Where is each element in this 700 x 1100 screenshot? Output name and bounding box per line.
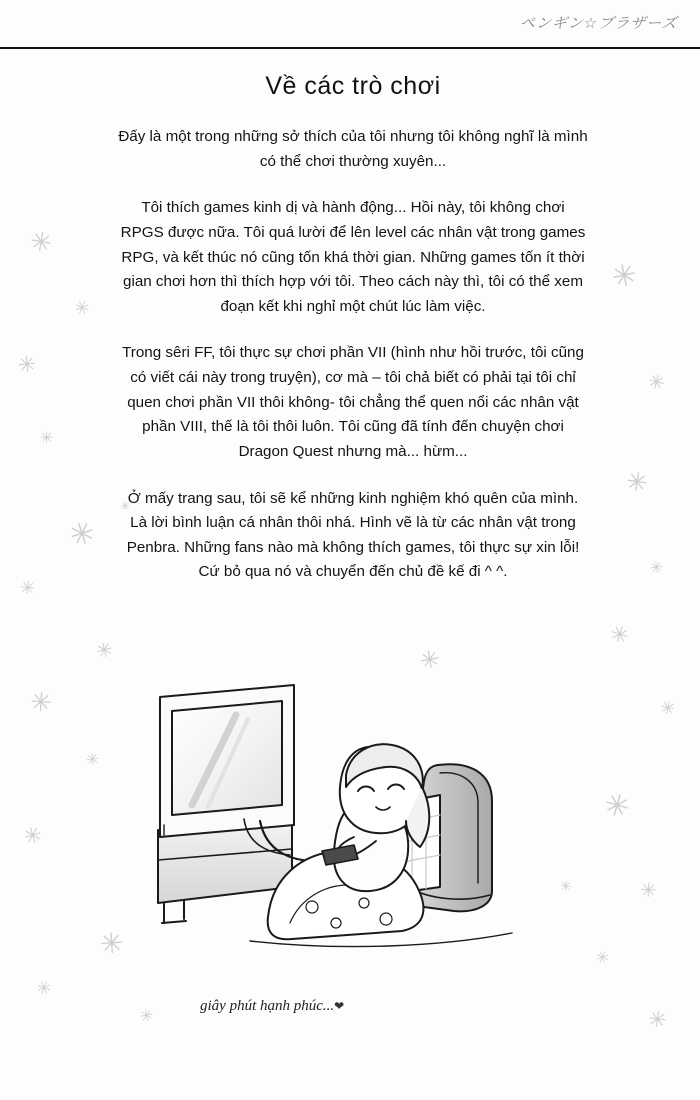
illustration-caption (200, 998, 500, 1015)
sparkle-icon: ✳ (93, 636, 116, 664)
page-top-border (0, 47, 700, 49)
sparkle-icon: ✳ (645, 368, 668, 396)
sparkle-icon: ✳ (84, 749, 101, 770)
sparkle-icon: ✳ (606, 620, 633, 651)
page-title: Về các trò chơi (265, 72, 441, 100)
paragraph-3: Trong sêri FF, tôi thực sự chơi phần VII (hình như hồi trước, tôi cũng có viết cái này trong truyện), cơ mà – tôi chả biết có phải tại tôi chỉ quen chơi phần VII thôi không- tôi chẳng thể quen nổi các nhân vật phần VIII, thế là tôi thôi luôn. Tôi cũng đã tính đến chuyện chơi Dragon Quest nhưng mà... hừm... (122, 344, 584, 460)
sparkle-icon: ✳ (646, 1006, 669, 1035)
sparkle-icon: ✳ (98, 926, 125, 961)
sparkle-icon: ✳ (28, 687, 53, 719)
caption-text: giây phút hạnh phúc... (200, 998, 335, 1014)
sparkle-icon: ✳ (648, 557, 665, 578)
sparkle-icon: ✳ (624, 466, 650, 500)
television (160, 685, 294, 837)
sparkle-icon: ✳ (33, 976, 55, 1001)
sparkle-icon: ✳ (27, 226, 55, 260)
sparkle-icon: ✳ (120, 499, 131, 513)
paragraph-4: Ở mấy trang sau, tôi sẽ kể những kinh nghiệm khó quên của mình. Là lời bình luận cá nhân thôi nhá. Hình vẽ là từ các nhân vật trong Penbra. Những fans nào mà không thích games, tôi thực sự xin lỗi! Cứ bỏ qua nó và chuyển đến chủ đề kế đi ^ ^. (126, 489, 580, 581)
paragraph-1: Đấy là một trong những sở thích của tôi nhưng tôi không nghĩ là mình có thể chơi thường xuyên... (118, 128, 588, 170)
article-text-column (118, 72, 588, 585)
publisher-credit-mark: ペンギン☆ブラザーズ (519, 14, 679, 32)
paragraph-2: Tôi thích games kinh dị và hành động... Hồi này, tôi không chơi RPGS được nữa. Tôi quá lười để lên level các nhân vật trong games RPG, và kết thúc nó cũng tốn khá thời gian. Những games tốn ít thời gian chơi hơn thì thích hợp với tôi. Theo cách này thì, tôi có thể xem đoạn kết khi nghỉ một chút lúc làm việc. (120, 199, 586, 315)
sparkle-icon: ✳ (18, 577, 37, 600)
sparkle-icon: ✳ (639, 877, 658, 903)
illustration-girl-playing-games (140, 655, 573, 955)
sparkle-icon: ✳ (65, 513, 100, 556)
sparkle-icon: ✳ (417, 644, 443, 676)
sparkle-icon: ✳ (20, 821, 46, 852)
sparkle-icon: ✳ (658, 696, 678, 721)
sparkle-icon: ✳ (40, 428, 54, 447)
sparkle-icon: ✳ (599, 786, 634, 827)
sparkle-icon: ✳ (608, 256, 641, 297)
heart-icon: ❤ (334, 999, 345, 1013)
sparkle-icon: ✳ (592, 946, 613, 969)
sparkle-icon: ✳ (138, 1004, 156, 1027)
sparkle-icon: ✳ (16, 352, 38, 379)
sparkle-icon: ✳ (559, 878, 573, 896)
sparkle-icon: ✳ (70, 295, 93, 322)
